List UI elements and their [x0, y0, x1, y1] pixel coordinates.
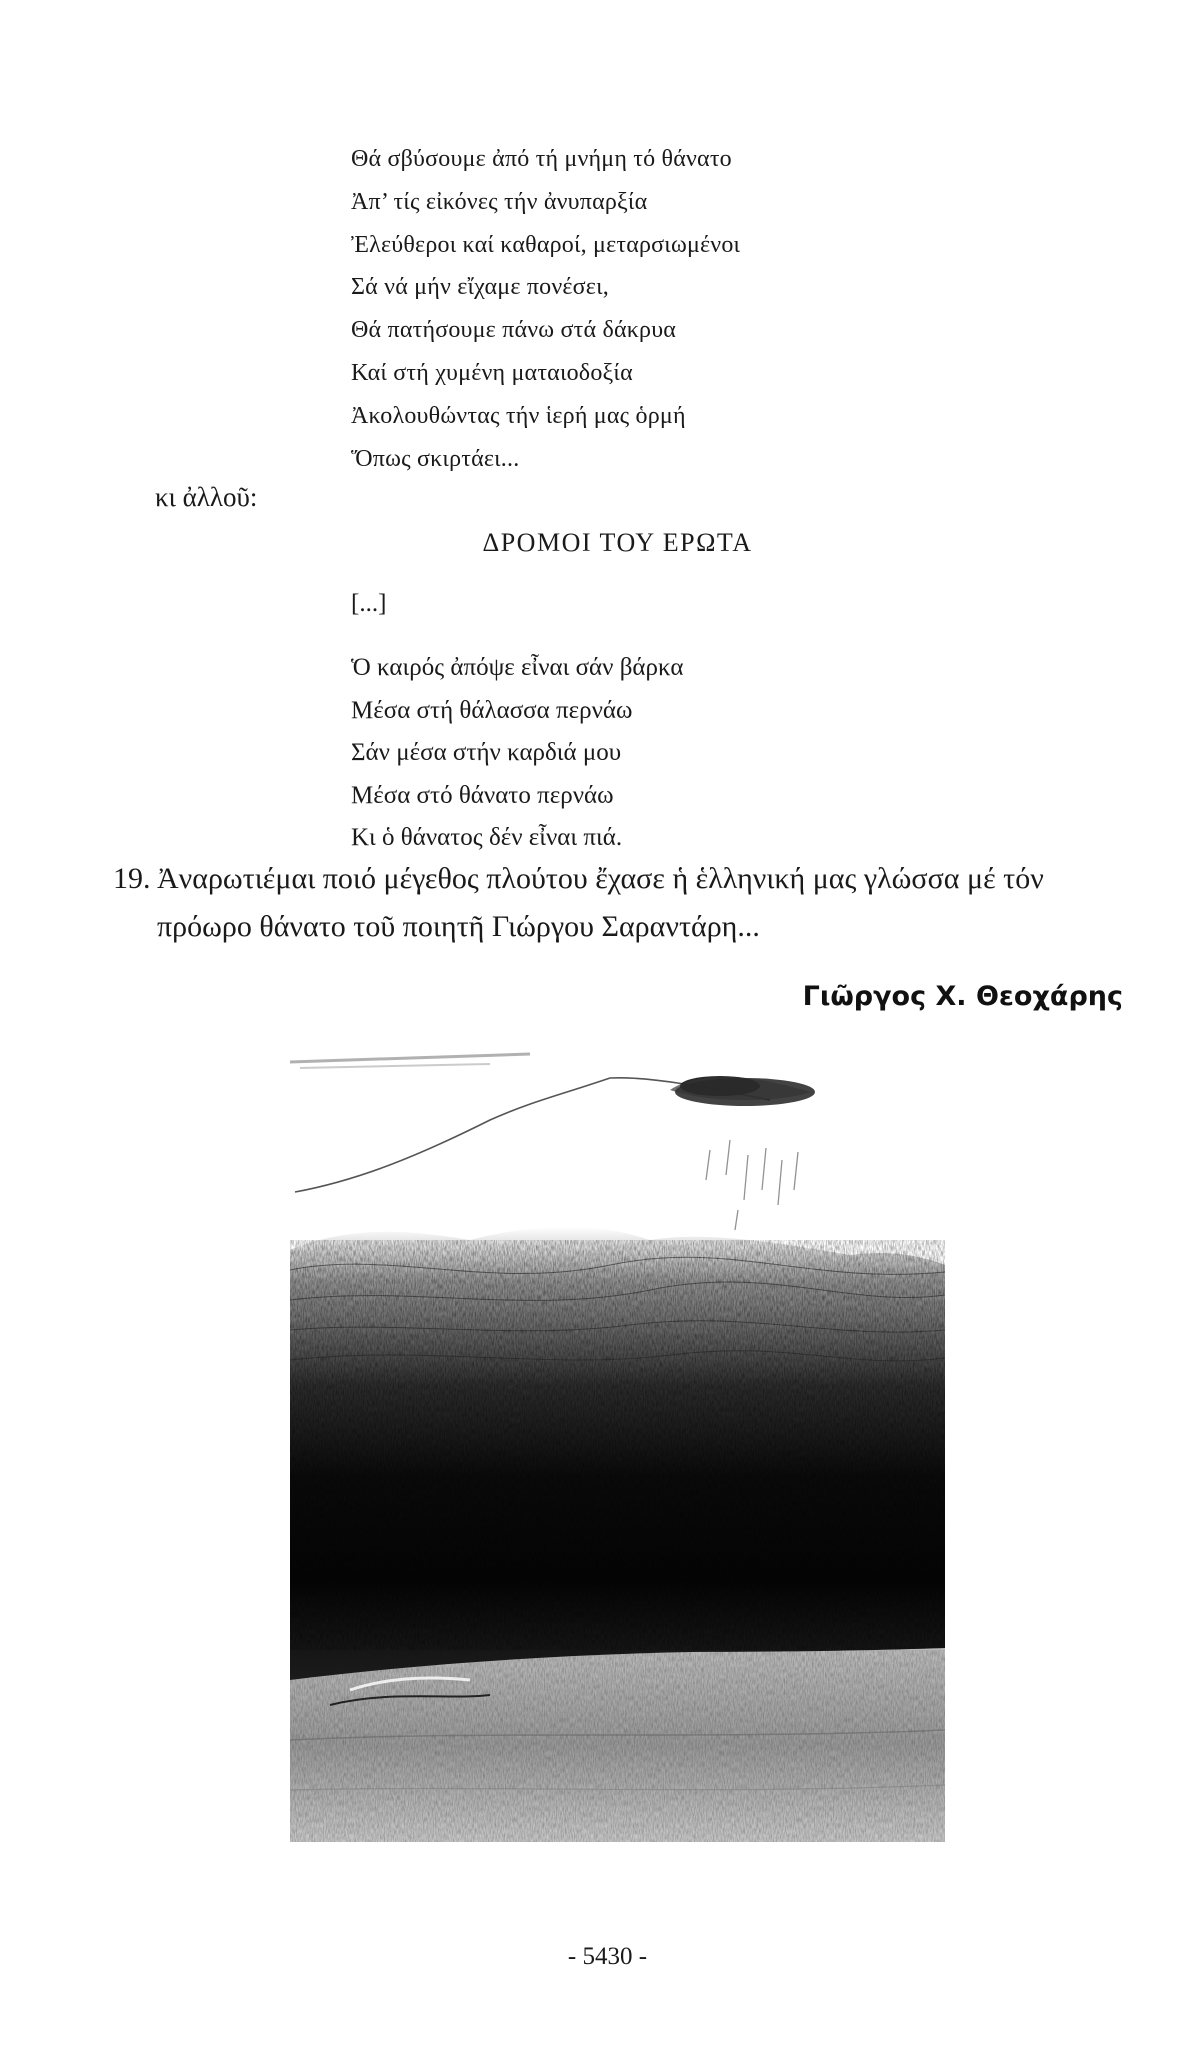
- poem-line: Θά σβύσουμε ἀπό τή μνήμη τό θάνατο: [351, 146, 732, 172]
- poem-line: Σά νά μήν εἴχαμε πονέσει,: [351, 274, 609, 301]
- author-signature: Γιῶργος Χ. Θεοχάρης: [802, 981, 1123, 1012]
- poem-line: Μέσα στό θάνατο περνάω: [351, 781, 614, 809]
- omission-mark: [...]: [351, 590, 387, 617]
- poem-line: Καί στή χυμένη ματαιοδοξία: [351, 359, 633, 386]
- poem-line: Ὅπως σκιρτάει...: [351, 445, 520, 472]
- intro-text: κι ἀλλοῦ:: [155, 482, 258, 512]
- cloud-scribble: [670, 1076, 815, 1106]
- poem-excerpt: [351, 138, 740, 480]
- poem-line: Σάν μέσα στήν καρδιά μου: [351, 739, 622, 766]
- poem-line: Ὁ καιρός ἀπόψε εἶναι σάν βάρκα: [351, 654, 684, 681]
- page-number: - 5430 -: [567, 1943, 648, 1970]
- charcoal-landscape-drawing: [290, 1040, 945, 1842]
- poem-line: Κι ὁ θάνατος δέν εἶναι πιά.: [351, 824, 623, 851]
- poem-title: ΔΡΟΜΟΙ ΤΟΥ ΕΡΩΤΑ: [482, 528, 753, 557]
- poem-line: Ἀκολουθώντας τήν ἱερή μας ὁρμή: [351, 402, 686, 429]
- poem-excerpt-2: [351, 647, 683, 860]
- footnote-text-line: Ἀναρωτιέμαι ποιό μέγεθος πλούτου ἔχασε ἡ ἑλληνική μας γλώσσα μέ τόν: [157, 862, 1044, 895]
- footnote-text-line: πρόωρο θάνατο τοῦ ποιητῆ Γιώργου Σαραντάρη...: [157, 910, 760, 943]
- rain-strokes: [706, 1140, 798, 1230]
- poem-line: Θά πατήσουμε πάνω στά δάκρυα: [351, 317, 677, 344]
- footnote: [113, 855, 1123, 951]
- poem-line: Ἐλεύθεροι καί καθαροί, μεταρσιωμένοι: [351, 231, 741, 258]
- poem-line: Ἀπ’ τίς εἰκόνες τήν ἀνυπαρξία: [351, 188, 648, 215]
- poem-line: Μέσα στή θάλασσα περνάω: [351, 696, 633, 724]
- footnote-number: 19.: [113, 862, 151, 895]
